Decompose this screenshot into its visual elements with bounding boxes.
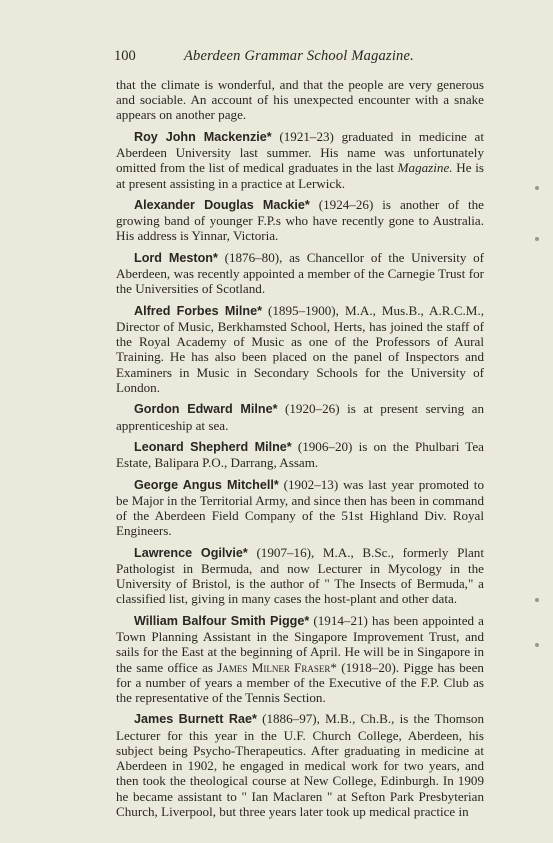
paragraph-text: (1907–16), M.A., B.Sc., formerly Plant Pathologist in Bermuda, and now Lecturer in Mycology in the University of Bristol, is the author of " The Insects of Bermuda," a classified list, giving in many cases the host-plant and other data. (116, 544, 484, 607)
person-name: Gordon Edward Milne* (134, 402, 278, 417)
entry-mackenzie (116, 129, 484, 191)
magazine-reference: Magazine. (397, 160, 453, 176)
entry-gordon-milne (116, 401, 484, 432)
person-name: Alfred Forbes Milne* (134, 303, 262, 318)
paragraph-text: (1914–21) has been appointed a Town Planning Assistant in the Singapore Improvement Trust, and sails for the East at the beginning of April. He will be in Singapore in the same office as (116, 612, 484, 675)
entry-ogilvie (116, 545, 484, 607)
entry-mitchell (116, 477, 484, 539)
article-body (116, 77, 484, 825)
magazine-title: Aberdeen Grammar School Magazine. (184, 48, 414, 64)
paragraph-text: He is at present assisting in a practice at Lerwick. (116, 160, 484, 191)
entry-meston (116, 250, 484, 297)
paragraph-text: (1902–13) was last year promoted to be Major in the Territorial Army, and since then has been in command of the Aberdeen Field Company of the 51st Highland Div. Royal Engineers. (116, 476, 484, 539)
paragraph-text: (1906–20) is on the Phulbari Tea Estate, Balipara P.O., Darrang, Assam. (116, 439, 484, 471)
person-name: Lawrence Ogilvie* (134, 545, 248, 560)
entry-mackie (116, 197, 484, 244)
page-number: 100 (114, 48, 136, 64)
paragraph-text: (1886–97), M.B., Ch.B., is the Thomson Lecturer for this year in the U.F. Church College, Aberdeen, his subject being Psycho-Therapeutics. After graduating in medicine at Aberdeen in 1902, he engaged in medical work for two years, and then took the theological course at New College, Edinburgh. In 1909 he became assistant to " Ian Maclaren " at Sefton Park Presbyterian Church, Liverpool, but three years later took up medical practice in (116, 711, 485, 819)
paragraph-text: (1876–80), as Chancellor of the University of Aberdeen, was recently appointed a member of the Carnegie Trust for the Universities of Scotland. (116, 249, 484, 297)
paragraph-continuation (116, 77, 484, 123)
person-name: Lord Meston* (134, 250, 218, 265)
person-name: Roy John Mackenzie* (134, 129, 272, 144)
paragraph-text: (1924–26) is another of the growing band of younger F.P.s who have recently gone to Australia. His address is Yinnar, Victoria. (116, 197, 484, 244)
running-header (114, 47, 444, 65)
paragraph-text: that the climate is wonderful, and that the people are very generous and sociable. An account of his unexpected encounter with a snake appears on another page. (116, 77, 484, 123)
paragraph-text: (1918–20). Pigge has been for a number of years a member of the Executive of the F.P. Club as the representative of the Tennis Section. (116, 659, 484, 705)
person-name: George Angus Mitchell* (134, 477, 279, 492)
paper-spot (535, 237, 539, 241)
entry-pigge (116, 613, 484, 705)
paper-spot (535, 643, 539, 647)
entry-alfred-milne (116, 303, 484, 395)
entry-rae (116, 711, 484, 818)
person-name: William Balfour Smith Pigge* (134, 613, 310, 628)
paragraph-text: (1895–1900), M.A., Mus.B., A.R.C.M., Director of Music, Berkhamsted School, Herts, has joined the staff of the Royal Academy of Music as one of the Professors of Aural Training. He has also been placed on the panel of Inspectors and Examiners in Music in Secondary Schools for the University of London. (116, 302, 484, 395)
paragraph-text: (1920–26) is at present serving an apprenticeship at sea. (116, 401, 484, 433)
person-name: Alexander Douglas Mackie* (134, 198, 310, 213)
paper-spot (535, 186, 539, 190)
paper-spot (535, 598, 539, 602)
paragraph-text: (1921–23) graduated in medicine at Aberdeen University last summer. His name was unfortunately omitted from the list of medical graduates in the last (116, 128, 484, 176)
person-name: James Burnett Rae* (134, 712, 257, 727)
entry-leonard-milne (116, 439, 484, 470)
person-name-smallcaps: James Milner Fraser* (217, 659, 337, 675)
person-name: Leonard Shepherd Milne* (134, 440, 292, 455)
